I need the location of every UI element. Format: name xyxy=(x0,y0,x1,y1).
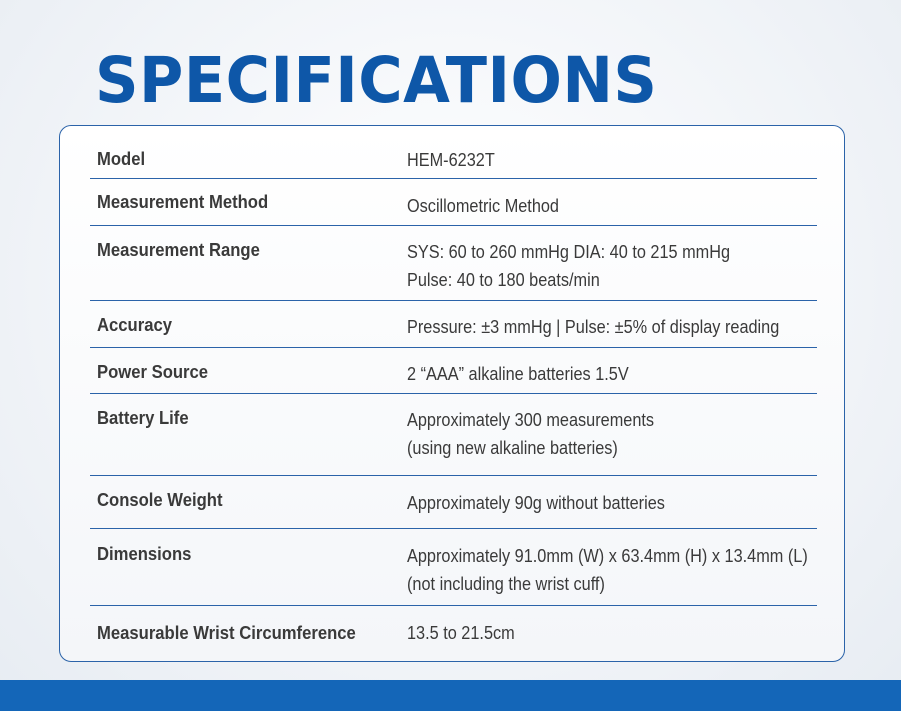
spec-label: Model xyxy=(97,148,146,169)
spec-row-battery-life xyxy=(90,394,817,476)
spec-value xyxy=(407,360,812,388)
spec-row-wrist-circumference xyxy=(90,606,817,656)
spec-value-line: 2 “AAA” alkaline batteries 1.5V xyxy=(407,363,629,384)
spec-value xyxy=(407,489,812,517)
spec-label: Measurable Wrist Circumference xyxy=(97,622,356,643)
spec-row-power-source xyxy=(90,348,817,394)
spec-value-line: 13.5 to 21.5cm xyxy=(407,622,515,643)
spec-value-line: HEM-6232T xyxy=(407,149,495,170)
spec-row-dimensions xyxy=(90,529,817,606)
spec-row-measurement-range xyxy=(90,226,817,301)
spec-label: Accuracy xyxy=(97,314,172,335)
spec-value-line: Pressure: ±3 mmHg | Pulse: ±5% of display reading xyxy=(407,316,780,337)
spec-label: Measurement Method xyxy=(97,191,269,212)
spec-value xyxy=(407,313,812,341)
spec-row-model xyxy=(90,142,817,179)
spec-value-line: Approximately 90g without batteries xyxy=(407,492,665,513)
spec-row-measurement-method xyxy=(90,179,817,226)
spec-value xyxy=(407,542,812,598)
spec-label: Battery Life xyxy=(97,407,189,428)
spec-value-line: Pulse: 40 to 180 beats/min xyxy=(407,269,600,290)
footer-bar xyxy=(0,680,901,711)
spec-value-line: Approximately 91.0mm (W) x 63.4mm (H) x 13.4mm (L) xyxy=(407,545,808,566)
spec-value-line: (not including the wrist cuff) xyxy=(407,573,605,594)
spec-label: Console Weight xyxy=(97,489,223,510)
spec-value xyxy=(407,406,812,462)
spec-value-line: SYS: 60 to 260 mmHg DIA: 40 to 215 mmHg xyxy=(407,241,731,262)
page-title: SPECIFICATIONS xyxy=(95,44,658,117)
spec-value xyxy=(407,146,812,174)
spec-value-line: Approximately 300 measurements xyxy=(407,409,655,430)
spec-label: Power Source xyxy=(97,361,209,382)
spec-value xyxy=(407,619,812,647)
specifications-table xyxy=(59,125,845,662)
spec-value xyxy=(407,192,812,220)
spec-row-console-weight xyxy=(90,476,817,529)
spec-value-line: Oscillometric Method xyxy=(407,195,559,216)
spec-label: Dimensions xyxy=(97,543,192,564)
spec-value xyxy=(407,238,812,294)
spec-label: Measurement Range xyxy=(97,239,260,260)
spec-value-line: (using new alkaline batteries) xyxy=(407,437,618,458)
spec-row-accuracy xyxy=(90,301,817,348)
